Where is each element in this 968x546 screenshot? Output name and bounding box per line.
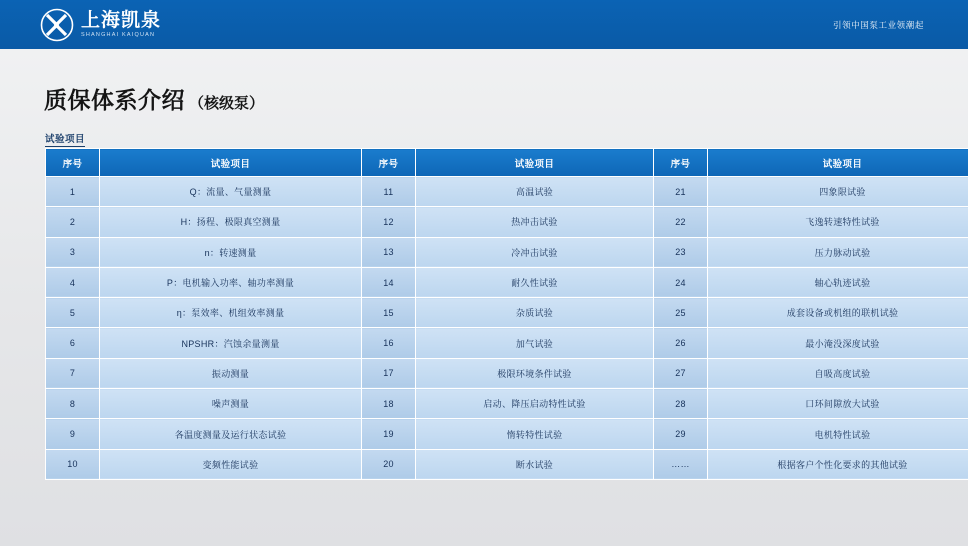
table-cell: 7 bbox=[46, 358, 100, 388]
table-cell: 24 bbox=[654, 267, 708, 297]
table-cell: NPSHR：汽蚀余量测量 bbox=[100, 328, 362, 358]
table-row bbox=[46, 207, 968, 237]
table-header-row bbox=[46, 149, 968, 177]
table-cell: 断水试验 bbox=[416, 449, 654, 479]
table-cell: 14 bbox=[362, 267, 416, 297]
table-cell: η：泵效率、机组效率测量 bbox=[100, 298, 362, 328]
page-title bbox=[44, 82, 264, 115]
logo-text-en: SHANGHAI KAIQUAN bbox=[81, 31, 156, 38]
table-cell: 噪声测量 bbox=[100, 389, 362, 419]
table-cell: 高温试验 bbox=[416, 177, 654, 207]
table-cell: 最小淹没深度试验 bbox=[708, 328, 968, 358]
table-cell: 2 bbox=[46, 207, 100, 237]
table-cell: 11 bbox=[362, 177, 416, 207]
table-cell: 极限环境条件试验 bbox=[416, 358, 654, 388]
table-cell: 1 bbox=[46, 177, 100, 207]
table-cell: 启动、降压启动特性试验 bbox=[416, 389, 654, 419]
table-cell: 惰转特性试验 bbox=[416, 419, 654, 449]
table-row bbox=[46, 389, 968, 419]
table-cell: 9 bbox=[46, 419, 100, 449]
table-cell: 耐久性试验 bbox=[416, 267, 654, 297]
table-cell: 自吸高度试验 bbox=[708, 358, 968, 388]
table-row bbox=[46, 298, 968, 328]
table-cell: 17 bbox=[362, 358, 416, 388]
page-title-main: 质保体系介绍 bbox=[44, 87, 185, 113]
table-cell: 压力脉动试验 bbox=[708, 237, 968, 267]
table-body bbox=[46, 177, 968, 480]
table-header-cell: 试验项目 bbox=[708, 149, 968, 177]
table-cell: 轴心轨迹试验 bbox=[708, 267, 968, 297]
table-cell: H：扬程、极限真空测量 bbox=[100, 207, 362, 237]
table-cell: 23 bbox=[654, 237, 708, 267]
table-row bbox=[46, 449, 968, 479]
table-cell: 热冲击试验 bbox=[416, 207, 654, 237]
table-header-cell: 序号 bbox=[654, 149, 708, 177]
table-row bbox=[46, 419, 968, 449]
table-cell: 16 bbox=[362, 328, 416, 358]
table-cell: 成套设备或机组的联机试验 bbox=[708, 298, 968, 328]
table-header-cell: 试验项目 bbox=[100, 149, 362, 177]
test-items-table bbox=[45, 148, 968, 480]
table-cell: 22 bbox=[654, 207, 708, 237]
table-cell: 13 bbox=[362, 237, 416, 267]
table-cell: 3 bbox=[46, 237, 100, 267]
table-cell: Q：流量、气量测量 bbox=[100, 177, 362, 207]
table-cell: 6 bbox=[46, 328, 100, 358]
table-cell: 27 bbox=[654, 358, 708, 388]
company-logo bbox=[40, 0, 161, 49]
section-subtitle: 试验项目 bbox=[45, 131, 85, 147]
table-cell: 25 bbox=[654, 298, 708, 328]
table-cell: 20 bbox=[362, 449, 416, 479]
table-cell: 21 bbox=[654, 177, 708, 207]
test-items-table-wrap bbox=[45, 148, 923, 480]
table-row bbox=[46, 237, 968, 267]
table-cell: 加气试验 bbox=[416, 328, 654, 358]
table-cell: 12 bbox=[362, 207, 416, 237]
table-cell: 飞逸转速特性试验 bbox=[708, 207, 968, 237]
table-cell: 29 bbox=[654, 419, 708, 449]
table-cell: 变频性能试验 bbox=[100, 449, 362, 479]
table-row bbox=[46, 177, 968, 207]
page-title-sub: （核级泵） bbox=[189, 95, 265, 112]
table-cell: 四象限试验 bbox=[708, 177, 968, 207]
table-row bbox=[46, 358, 968, 388]
table-header-cell: 试验项目 bbox=[416, 149, 654, 177]
table-cell: P：电机输入功率、轴功率测量 bbox=[100, 267, 362, 297]
header-bar bbox=[0, 0, 968, 49]
table-header-cell: 序号 bbox=[362, 149, 416, 177]
logo-text-cn: 上海凯泉 bbox=[81, 9, 162, 31]
table-cell: 口环间隙放大试验 bbox=[708, 389, 968, 419]
table-cell: 10 bbox=[46, 449, 100, 479]
table-cell: 8 bbox=[46, 389, 100, 419]
table-cell: 电机特性试验 bbox=[708, 419, 968, 449]
table-header-cell: 序号 bbox=[46, 149, 100, 177]
table-cell: 18 bbox=[362, 389, 416, 419]
table-cell: 振动测量 bbox=[100, 358, 362, 388]
table-cell: 19 bbox=[362, 419, 416, 449]
table-cell: 杂质试验 bbox=[416, 298, 654, 328]
table-cell: …… bbox=[654, 449, 708, 479]
header-slogan: 引领中国泵工业领潮起 bbox=[832, 19, 924, 30]
table-cell: n：转速测量 bbox=[100, 237, 362, 267]
table-cell: 5 bbox=[46, 298, 100, 328]
table-cell: 28 bbox=[654, 389, 708, 419]
kaiquan-logo-icon bbox=[40, 8, 74, 42]
table-cell: 冷冲击试验 bbox=[416, 237, 654, 267]
table-cell: 各温度测量及运行状态试验 bbox=[100, 419, 362, 449]
table-cell: 15 bbox=[362, 298, 416, 328]
table-row bbox=[46, 267, 968, 297]
table-row bbox=[46, 328, 968, 358]
table-cell: 4 bbox=[46, 267, 100, 297]
table-cell: 26 bbox=[654, 328, 708, 358]
table-cell: 根据客户个性化要求的其他试验 bbox=[708, 449, 968, 479]
